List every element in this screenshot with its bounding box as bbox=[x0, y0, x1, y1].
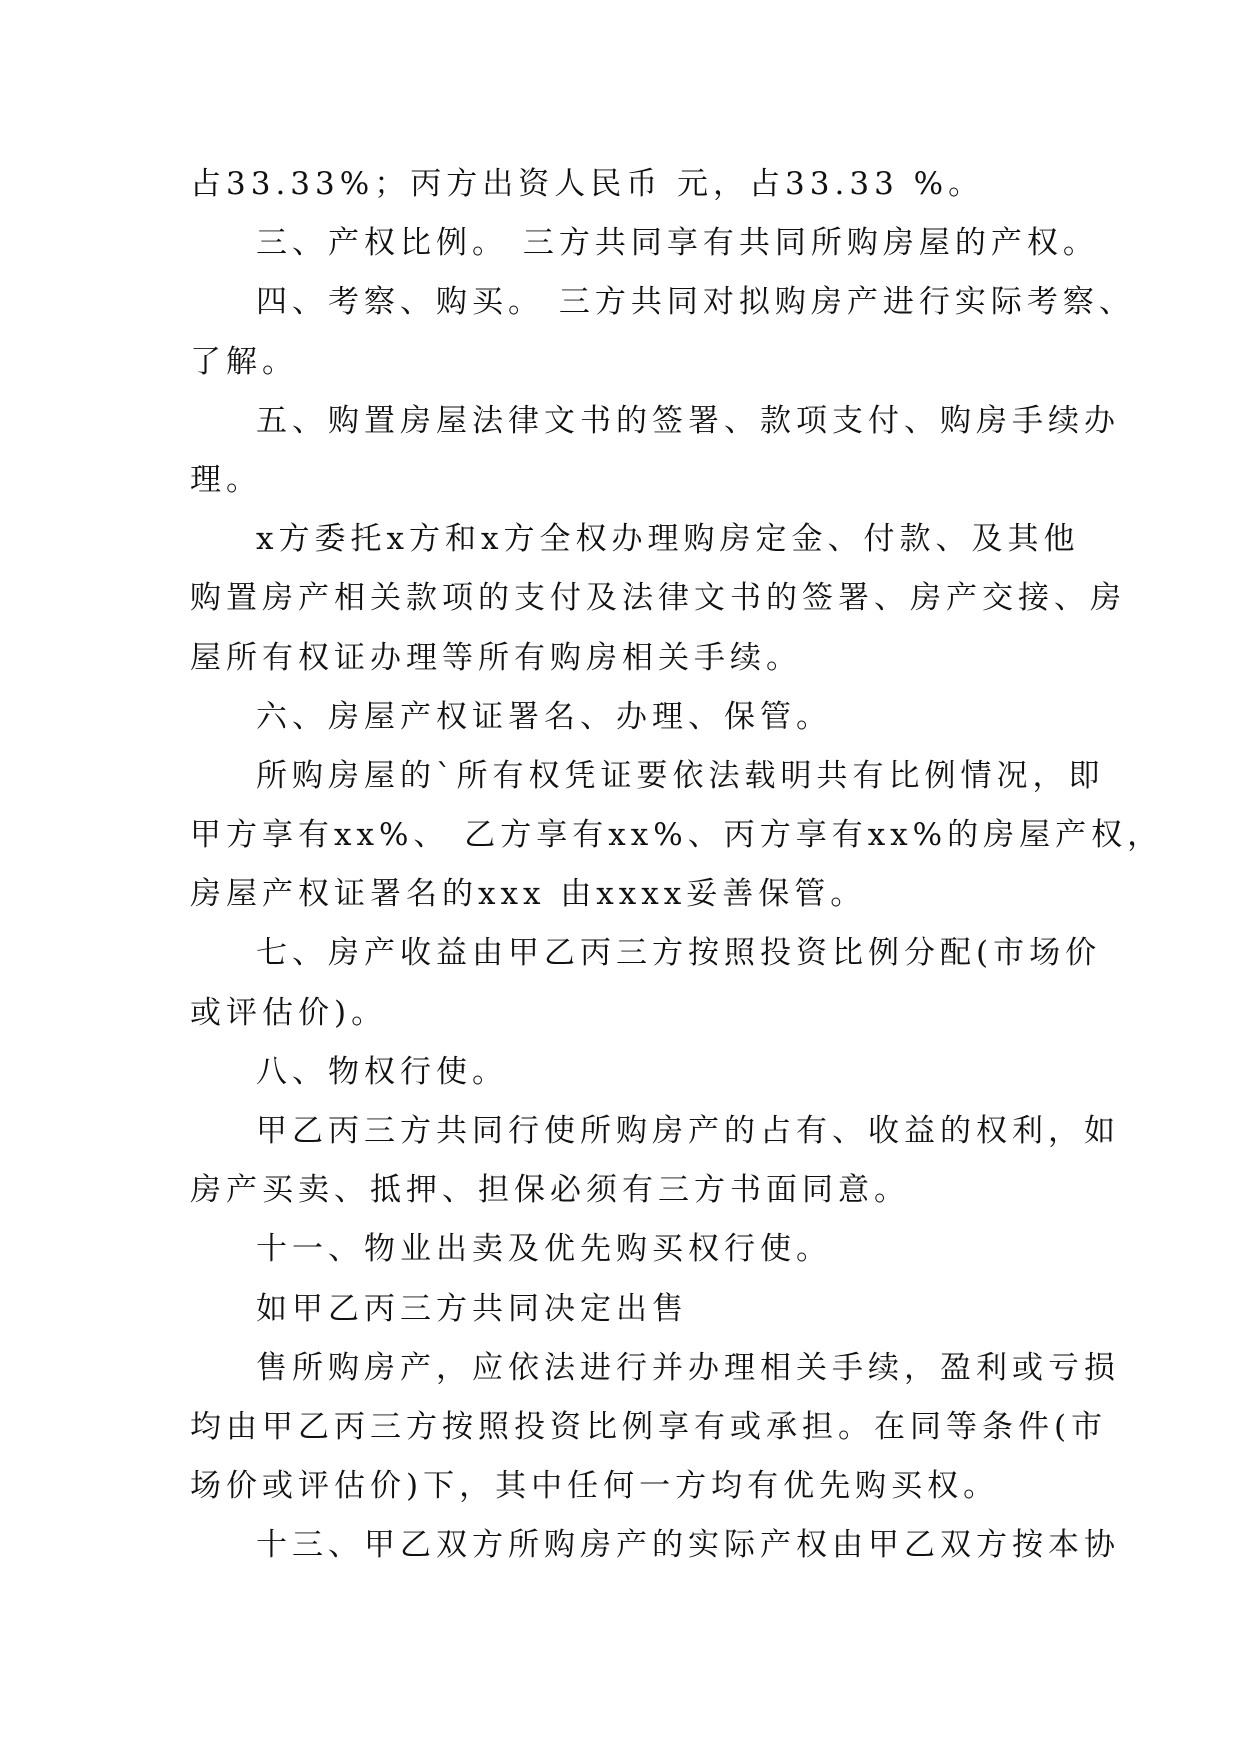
document-line: 七、房产收益由甲乙丙三方按照投资比例分配(市场价 bbox=[256, 935, 1102, 972]
document-line: x方委托x方和x方全权办理购房定金、付款、及其他 bbox=[256, 521, 1080, 558]
document-line: 均由甲乙丙三方按照投资比例享有或承担。在同等条件(市 bbox=[190, 1408, 1108, 1445]
document-line: 理。 bbox=[190, 461, 262, 498]
document-line: 房屋产权证署名的xxx 由xxxx妥善保管。 bbox=[190, 876, 867, 913]
document-line: 房产买卖、抵押、担保必须有三方书面同意。 bbox=[190, 1172, 910, 1209]
document-line: 三、产权比例。 三方共同享有共同所购房屋的产权。 bbox=[256, 225, 1099, 262]
document-line: 甲方享有xx%、 乙方享有xx%、丙方享有xx%的房屋产权， bbox=[190, 817, 1164, 854]
document-line: 如甲乙丙三方共同决定出售 bbox=[256, 1290, 688, 1327]
document-line: 占33.33%；丙方出资人民币 元，占33.33 %。 bbox=[190, 166, 985, 202]
document-line: 屋所有权证办理等所有购房相关手续。 bbox=[190, 639, 802, 676]
document-line: 十一、物业出卖及优先购买权行使。 bbox=[256, 1231, 832, 1268]
document-line: 或评估价)。 bbox=[190, 994, 388, 1031]
document-line: 购置房产相关款项的支付及法律文书的签署、房产交接、房 bbox=[190, 580, 1126, 617]
document-line: 五、购置房屋法律文书的签署、款项支付、购房手续办 bbox=[256, 402, 1120, 439]
document-line: 场价或评估价)下，其中任何一方均有优先购买权。 bbox=[190, 1468, 1000, 1505]
document-body bbox=[190, 155, 1164, 1576]
document-line: 四、考察、购买。 三方共同对拟购房产进行实际考察、 bbox=[256, 284, 1135, 321]
document-line: 十三、甲乙双方所购房产的实际产权由甲乙双方按本协 bbox=[256, 1527, 1120, 1564]
document-line: 所购房屋的`所有权凭证要依法载明共有比例情况，即 bbox=[256, 757, 1105, 794]
document-line: 了解。 bbox=[190, 343, 298, 380]
document-line: 六、房屋产权证署名、办理、保管。 bbox=[256, 698, 832, 735]
document-line: 八、物权行使。 bbox=[256, 1053, 508, 1090]
document-line: 甲乙丙三方共同行使所购房产的占有、收益的权利，如 bbox=[256, 1113, 1120, 1149]
document-line: 售所购房产，应依法进行并办理相关手续，盈利或亏损 bbox=[256, 1349, 1120, 1386]
